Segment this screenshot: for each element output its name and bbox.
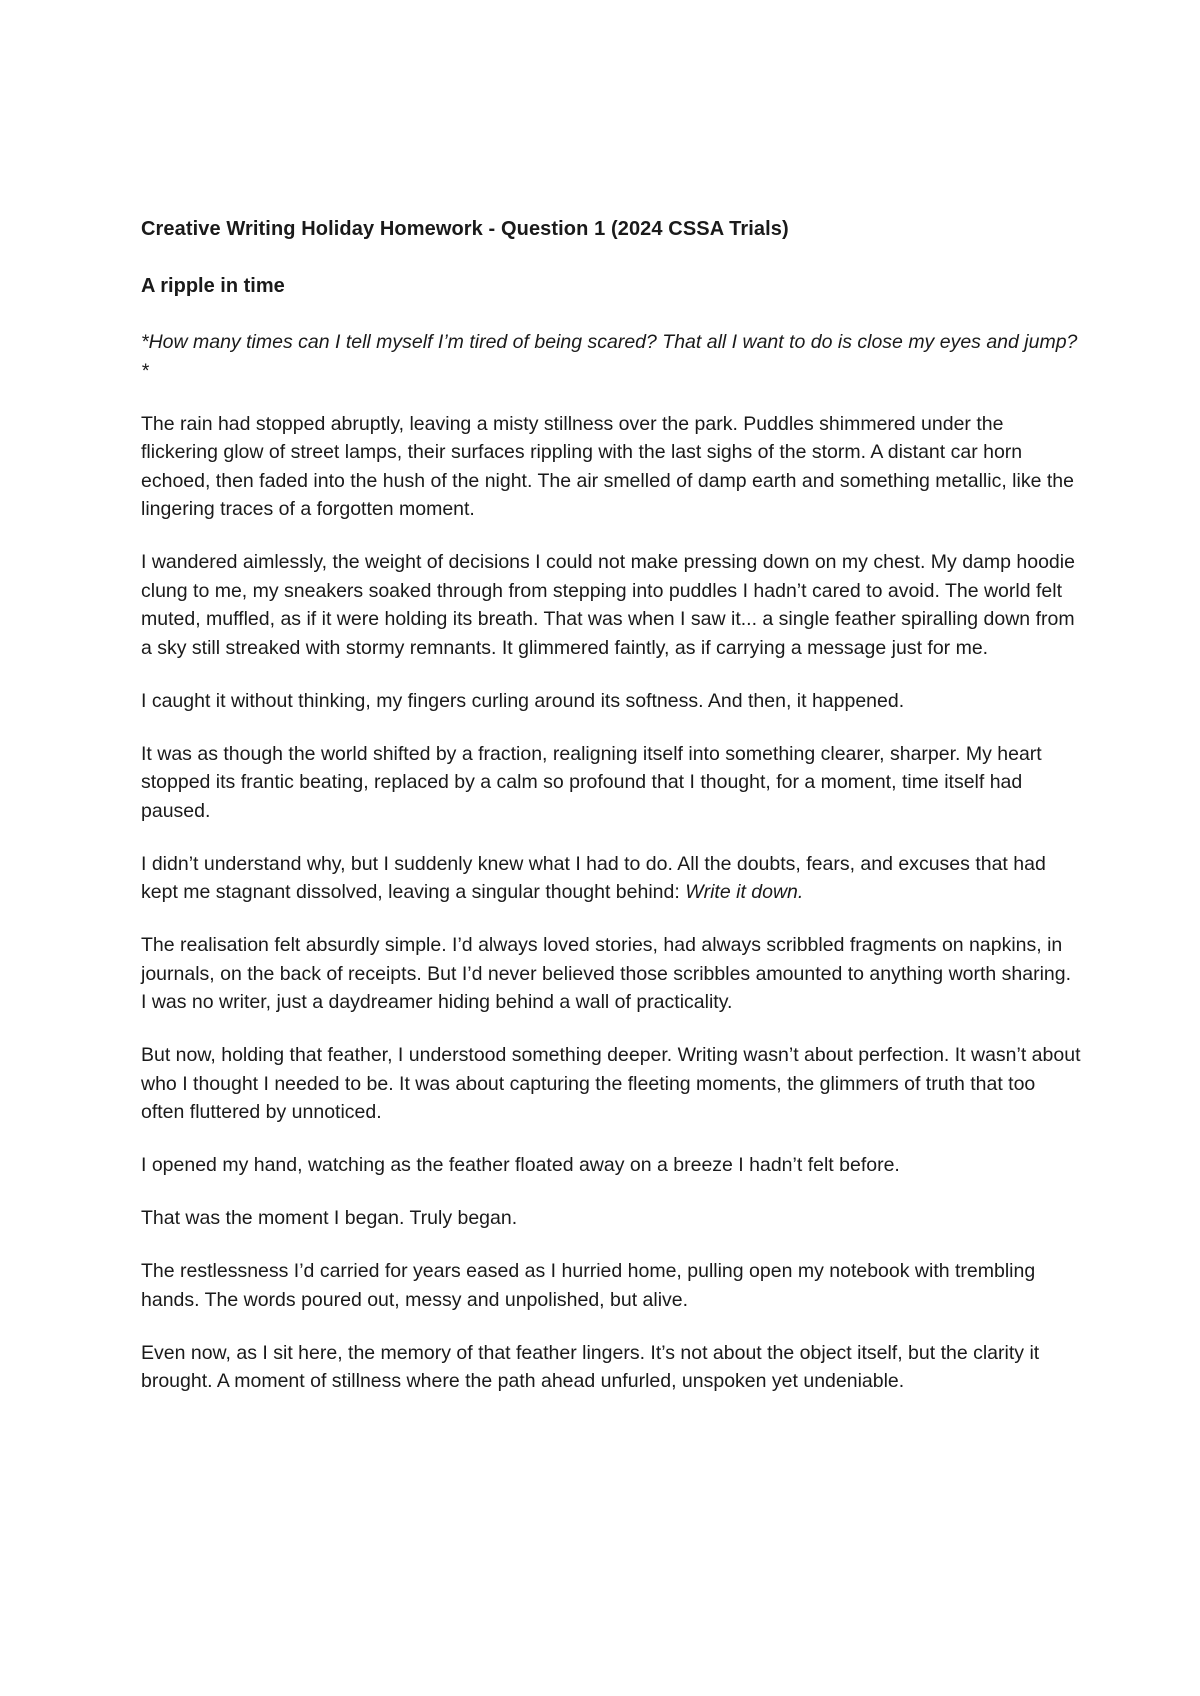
- paragraph-9: That was the moment I began. Truly began.: [141, 1207, 518, 1229]
- paragraph-2: I wandered aimlessly, the weight of decisions I could not make pressing down on my chest. My damp hoodie clung to me, my sneakers soaked through from stepping into puddles I hadn’t cared to avoid. The world felt muted, muffled, as if it were holding its breath. That was when I saw it... a single feather spiralling down from a sky still streaked with stormy remnants. It glimmered faintly, as if carrying a message just for me.: [141, 551, 1075, 659]
- document-page: [141, 215, 1081, 1420]
- paragraph-10: The restlessness I’d carried for years eased as I hurried home, pulling open my notebook with trembling hands. The words poured out, messy and unpolished, but alive.: [141, 1260, 1036, 1311]
- paragraph-1: The rain had stopped abruptly, leaving a misty stillness over the park. Puddles shimmered under the flickering glow of street lamps, their surfaces rippling with the last sighs of the storm. A distant car horn echoed, then faded into the hush of the night. The air smelled of damp earth and something metallic, like the lingering traces of a forgotten moment.: [141, 412, 1074, 520]
- paragraph-6: The realisation felt absurdly simple. I’d always loved stories, had always scribbled fragments on napkins, in journals, on the back of receipts. But I’d never believed those scribbles amounted to anything worth sharing. I was no writer, just a daydreamer hiding behind a wall of practicality.: [141, 934, 1072, 1013]
- paragraph-7: But now, holding that feather, I understood something deeper. Writing wasn’t about perfection. It wasn’t about who I thought I needed to be. It was about capturing the fleeting moments, the glimmers of truth that too often fluttered by unnoticed.: [141, 1044, 1081, 1123]
- story-title: A ripple in time: [141, 275, 285, 297]
- paragraph-11: Even now, as I sit here, the memory of that feather lingers. It’s not about the object itself, but the clarity it brought. A moment of stillness where the path ahead unfurled, unspoken yet undeniable.: [141, 1341, 1040, 1392]
- paragraph-4: It was as though the world shifted by a fraction, realigning itself into something clearer, sharper. My heart stopped its frantic beating, replaced by a calm so profound that I thought, for a moment, time itself had paused.: [141, 742, 1042, 822]
- paragraph-5-text: I didn’t understand why, but I suddenly knew what I had to do. All the doubts, fears, and excuses that had kept me stagnant dissolved, leaving a singular thought behind:: [141, 852, 1046, 903]
- epigraph: *How many times can I tell myself I’m tired of being scared? That all I want to do is close my eyes and jump?*: [141, 331, 1078, 382]
- document-title: Creative Writing Holiday Homework - Question 1 (2024 CSSA Trials): [141, 218, 789, 240]
- paragraph-5-emphasis: Write it down.: [685, 881, 804, 903]
- paragraph-8: I opened my hand, watching as the feather floated away on a breeze I hadn’t felt before.: [141, 1154, 900, 1176]
- paragraph-5: [141, 850, 1081, 907]
- paragraph-3: I caught it without thinking, my fingers curling around its softness. And then, it happened.: [141, 689, 905, 712]
